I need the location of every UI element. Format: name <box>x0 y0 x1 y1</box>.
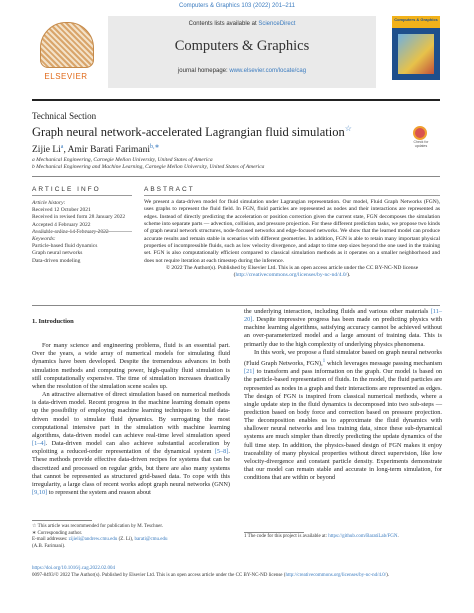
citation-link[interactable]: [1–4] <box>32 440 46 448</box>
code-footnote-rule <box>244 532 304 533</box>
keyword: Graph neural networks <box>32 250 83 257</box>
paragraph-text: which leverages message passing mechanism <box>325 360 442 368</box>
paragraph-text: An attractive alternative of direct simulation based on numerical methods is data-driven model. Recent progress in the machine learning domain opens up the possibility of employing machine learning techniques to build data-driven model to simulate fluid dynamics. By surrogating the most computational intensive part in the simulation with machine learning algorithms, data-driven model can achieve real-time level simulation speed <box>32 391 230 439</box>
elsevier-tree-icon <box>40 22 94 68</box>
history-label: Article history: <box>32 200 66 206</box>
publication-info <box>32 566 442 579</box>
author-name[interactable]: Zijie Li <box>32 145 61 156</box>
keywords-label: Keywords: <box>32 236 56 242</box>
section-type: Technical Section <box>32 111 97 121</box>
author-name[interactable]: Amir Barati Farimani <box>67 145 150 156</box>
affiliation-a: a Mechanical Engineering, Carnegie Mellon University, United States of America <box>32 157 213 163</box>
paragraph-text: . These methods provide effective data-driven recipes for systems that can be discretized and processed on regular grids, but there are also many systems that cannot be represented as structured grid-based data. To cope with this irregularity, a large class of recent works adopt graph neural networks (GNN) <box>32 448 230 488</box>
license-link[interactable]: http://creativecommons.org/licenses/by-nc-nd/4.0/ <box>285 572 387 578</box>
journal-cover-thumbnail[interactable] <box>392 16 440 80</box>
author-list <box>32 143 160 155</box>
paragraph-text: to represent the system and reason about <box>47 488 151 496</box>
email-link[interactable]: barati@cmu.edu <box>134 537 168 543</box>
paragraph-text: . Despite impressive progress has been made on predicting physics with machine learning algorithms, satisfying accuracy cannot be achieved without an over-parameterized model and a large amount of training data. This is primarily due to the high complexity of underlying physics phenomena. <box>244 316 442 348</box>
issn-license <box>32 573 442 580</box>
license-link[interactable]: http://creativecommons.org/licenses/by-nc-nd/4.0/ <box>235 272 348 279</box>
intro-paragraph-2 <box>32 391 230 497</box>
cover-title: Computers & Graphics <box>394 17 438 22</box>
affiliation-b: b Mechanical Engineering and Machine Learning, Carnegie Mellon University, United States of America <box>32 164 265 170</box>
footnote-rule <box>32 520 92 521</box>
cover-image <box>398 34 434 74</box>
elsevier-logo[interactable] <box>32 16 100 88</box>
abstract-body <box>144 199 440 280</box>
left-column <box>32 318 230 497</box>
history-item <box>32 229 132 236</box>
code-repo-link[interactable]: https://github.com/BaratiLab/FGN <box>328 534 398 539</box>
author-affil-mark[interactable]: b,∗ <box>150 144 160 150</box>
intro-paragraph-1: For many science and engineering problems, fluid is an essential part. Over the years, a wide array of numerical models for simulating fluid dynamics have been developed. Despite the tremendous advances in both simulation methods and computing power, high-quality fluid simulation is still computationally expensive. The time of simulation increases drastically when the resolution of the simulation scene scales up. <box>32 342 230 390</box>
keyword: Particle-based fluid dynamics <box>32 243 98 250</box>
author-affil-mark[interactable]: a <box>60 144 64 150</box>
history-item: Received 12 October 2021 <box>32 207 91 214</box>
contents-prefix: Contents lists available at <box>188 21 259 27</box>
article-info-heading: ARTICLE INFO <box>32 186 101 193</box>
check-for-updates-badge[interactable] <box>407 126 435 148</box>
citation-link[interactable]: [21] <box>244 368 255 376</box>
code-footnote-end: . <box>397 534 399 539</box>
email-owner: (Z. Li), <box>117 537 135 543</box>
paragraph-text: . Data-driven model can also achieve substantial acceleration by exploiting a reduced-order representation of the dynamical system <box>32 440 230 456</box>
footnote-emails <box>32 537 230 544</box>
keyword: Data-driven modeling <box>32 257 81 264</box>
issn-text: 0097-8493/© 2022 The Author(s). Published by Elsevier Ltd. This is an open access article under the CC BY-NC-ND license ( <box>32 572 286 578</box>
journal-title: Computers & Graphics <box>174 38 310 54</box>
doi-link[interactable]: https://doi.org/10.1016/j.cag.2022.02.004 <box>32 566 115 571</box>
article-title <box>32 124 412 140</box>
affiliation-rule <box>32 176 440 177</box>
check-updates-icon <box>413 126 427 140</box>
abstract-bottom-rule <box>32 305 440 306</box>
abstract-rule <box>144 195 440 196</box>
copyright-text: © 2022 The Author(s). Published by Elsevier Ltd. This is an open access article under the CC BY-NC-ND license ( <box>165 265 419 279</box>
sciencedirect-link[interactable]: ScienceDirect <box>258 21 296 27</box>
paragraph-text: to transform and pass information on the graph. Our model is based on the particle-based representation of fluids. In the model, the fluid particles are represented as nodes in a graph and their interactions are represented as edges. The design of FGN is inspired from classical numerical methods, where a single update step in the fluid dynamics is decomposed into two sub-steps — prediction based on body force and correction based on pressure projection. The decomposition enables us to approximate the fluid dynamics with shallower neural networks and less training data, since these sub-dynamical systems are much simpler than directly predicting the update dynamics of the full time step. In addition, the physics-based design of FGN makes it enjoy traceability of many physical properties without direct supervision, like low velocity-divergence and constant particle density. Experiments demonstrate that our model can remain stable and accurate in long-term simulation, for conditions that are within or beyond <box>244 368 442 482</box>
abstract-copyright <box>144 265 440 280</box>
check-updates-label: Check for updates <box>413 140 429 148</box>
journal-reference[interactable]: Computers & Graphics 103 (2022) 201–211 <box>179 3 295 9</box>
paragraph-text: In this work, we propose a fluid simulator based on graph neural networks (Fluid Graph Networks, FGN), <box>244 348 442 368</box>
intro-paragraph-cont <box>244 308 442 349</box>
footnote-corresponding: ∗ Corresponding author. <box>32 530 83 536</box>
citation-link[interactable]: [5–8] <box>214 448 229 456</box>
history-item: Received in revised form 28 January 2022 <box>32 214 126 221</box>
masthead <box>108 16 376 88</box>
email-link[interactable]: zijieli@andrew.cmu.edu <box>68 537 118 543</box>
license-end: ). <box>386 572 390 578</box>
publisher-name: ELSEVIER <box>44 72 88 81</box>
footnotes <box>32 524 230 550</box>
copyright-end: ). <box>347 272 351 279</box>
keywords-rule <box>32 231 132 232</box>
introduction-heading: 1. Introduction <box>32 318 74 325</box>
abstract-text: We present a data-driven model for fluid simulation under Lagrangian representation. Our model, Fluid Graph Networks (FGN), uses graphs to represent the fluid field. In FGN, fluid particles are represented as nodes and their interactions are represented as edges. Instead of directly predicting the acceleration or position correction given the current state, FGN decomposes the simulation scheme into separate parts — advection, collision, and pressure projection. For these different prediction tasks, we propose two kinds of graph neural network structures, node-focused networks and edge-focused networks. We show that the learned model can produce accurate results and remain stable in scenarios with different geometries. In addition, FGN is able to retain many important physical properties of incompressible fluids, such as low velocity divergence, and adapt to time step sizes beyond the one used in the training set. FGN is also computationally efficient compared to classical simulation methods as it operates on a smaller neighborhood and does not require iteration at each timestep during the inference. <box>144 199 440 264</box>
code-footnote-prefix: 1 The code for this project is available at: <box>244 534 329 539</box>
homepage-link[interactable]: www.elsevier.com/locate/cag <box>229 68 307 74</box>
history-item: Accepted 4 February 2022 <box>32 221 91 228</box>
homepage-line <box>108 68 376 74</box>
email-owner: (A.B. Farimani). <box>32 543 66 549</box>
keywords <box>32 236 132 265</box>
right-column <box>244 308 442 482</box>
homepage-prefix: journal homepage: <box>177 68 230 74</box>
contents-line <box>108 21 376 27</box>
journal-header <box>32 16 440 98</box>
code-footnote <box>244 534 442 541</box>
article-title-text: Graph neural network-accelerated Lagrangian fluid simulation <box>32 125 345 140</box>
citation-link[interactable]: [11–20] <box>244 308 442 324</box>
intro-paragraph-3 <box>244 349 442 483</box>
citation-link[interactable]: [9,10] <box>32 488 48 496</box>
paragraph-text: the underlying interaction, including fluids and various other materials <box>244 308 431 315</box>
abstract-heading: ABSTRACT <box>144 186 195 193</box>
email-prefix: E-mail addresses: <box>32 537 69 543</box>
title-footnote-mark[interactable]: ☆ <box>344 124 352 133</box>
article-info-rule <box>32 195 132 196</box>
author-separator: , <box>63 145 68 156</box>
header-rule <box>32 99 440 101</box>
footnote-mark[interactable]: 1 <box>322 357 326 364</box>
footnote-recommendation: ☆ This article was recommended for publication by M. Teschner. <box>32 524 163 529</box>
